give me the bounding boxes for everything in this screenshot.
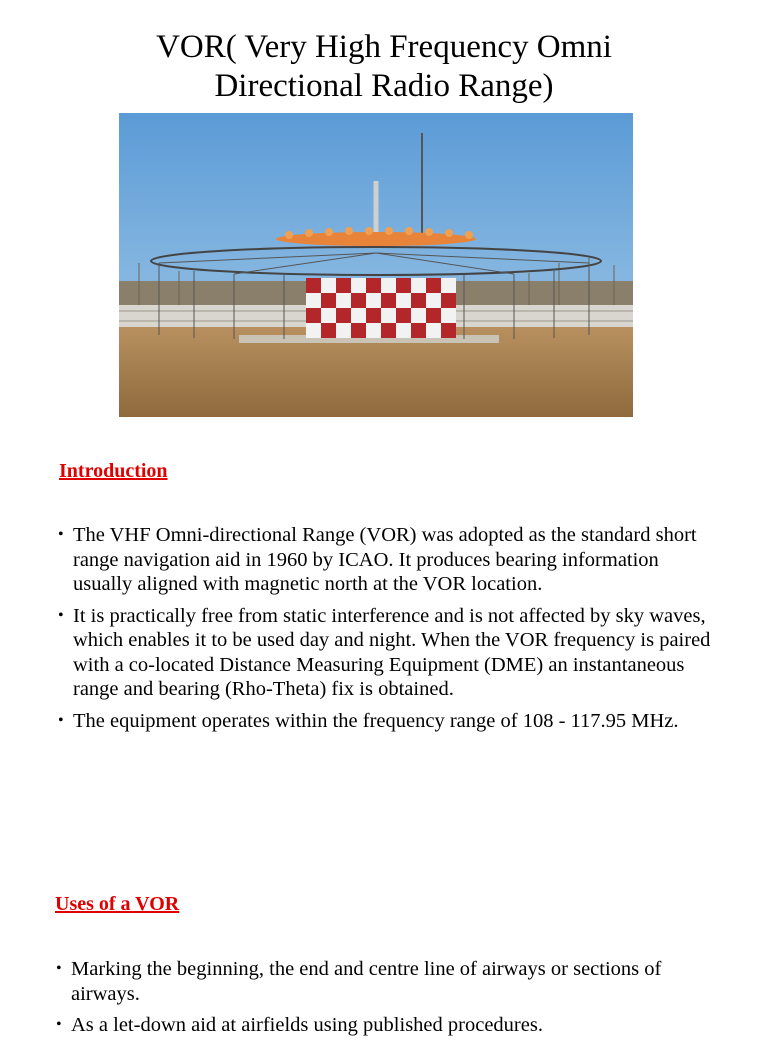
page-title xyxy=(0,28,768,106)
bullet-icon: • xyxy=(56,960,62,977)
introduction-list xyxy=(58,523,718,740)
list-item-text: Marking the beginning, the end and centre line of airways or sections of airways. xyxy=(71,958,662,1005)
list-item xyxy=(58,523,718,597)
list-item xyxy=(56,957,716,1006)
list-item xyxy=(58,604,718,702)
bullet-icon: • xyxy=(58,526,64,543)
list-item-text: As a let-down aid at airfields using published procedures. xyxy=(71,1014,543,1036)
list-item-text: The VHF Omni-directional Range (VOR) was adopted as the standard short range navigation aid in 1960 by ICAO. It produces bearing information usually aligned with magnetic north at the VOR location. xyxy=(73,524,697,595)
list-item-text: The equipment operates within the frequency range of 108 - 117.95 MHz. xyxy=(73,709,679,732)
bullet-icon: • xyxy=(58,711,64,729)
bullet-icon: • xyxy=(56,1016,62,1033)
list-item-text: It is practically free from static interference and is not affected by sky waves, which enables it to be used day and night. When the VOR frequency is paired with a co-located Distance Measuring Equipment (DME) an instantaneous range and bearing (Rho-Theta) fix is obtained. xyxy=(73,604,711,700)
list-item xyxy=(56,1013,716,1038)
title-line-1: VOR( Very High Frequency Omni xyxy=(156,29,612,65)
uses-list xyxy=(56,957,716,1045)
list-item xyxy=(58,709,718,734)
title-line-2: Directional Radio Range) xyxy=(214,68,554,104)
bullet-icon: • xyxy=(58,606,64,624)
uses-heading: Uses of a VOR xyxy=(55,893,180,915)
introduction-heading: Introduction xyxy=(59,460,168,482)
vor-station-photo xyxy=(119,113,633,417)
